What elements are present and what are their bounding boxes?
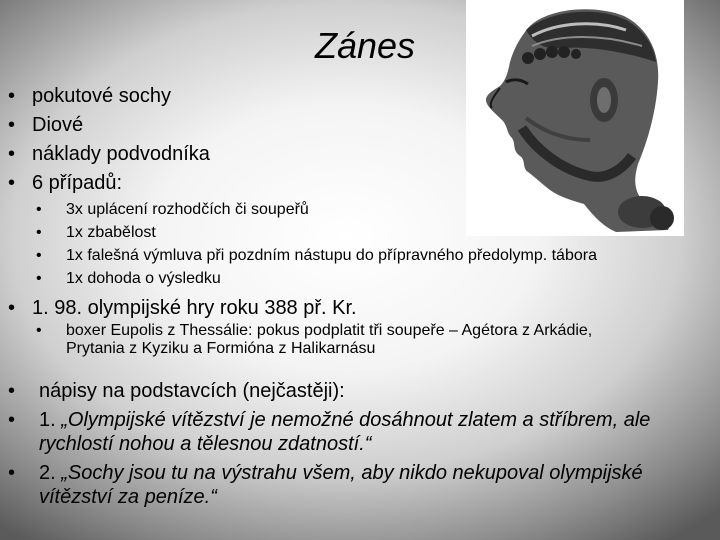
main-bullet-list <box>6 82 210 198</box>
olympics-detail-list <box>36 322 592 358</box>
list-item: • 6 případů: <box>6 169 210 198</box>
list-item: • Diové <box>6 111 210 140</box>
olympics-detail: • boxer Eupolis z Thessálie: pokus podplatit tři soupeře – Agétora z Arkádie, Prytania z Kyziku a Formióna z Halikarnásu <box>36 322 592 358</box>
inscription-2: • 2. „Sochy jsou tu na výstrahu všem, aby nikdo nekupoval olympijské vítězství za peníze.“ <box>6 461 650 509</box>
olympics-list <box>6 294 357 323</box>
cases-sub-list <box>36 198 597 290</box>
inscription-1: • 1. „Olympijské vítězství je nemožné dosáhnout zlatem a stříbrem, ale rychlostí nohou a tělesnou zdatností.“ <box>6 408 650 456</box>
inscriptions-list <box>6 379 650 514</box>
slide-title: Zánes <box>314 25 416 66</box>
list-item: • pokutové sochy <box>6 82 210 111</box>
inscriptions-heading: • nápisy na podstavcích (nejčastěji): <box>6 379 650 403</box>
list-item: • 1x dohoda o výsledku <box>36 267 597 290</box>
list-item: • 3x uplácení rozhodčích či soupeřů <box>36 198 597 221</box>
olympics-heading: • 1. 98. olympijské hry roku 388 př. Kr. <box>6 294 357 323</box>
list-item: • 1x falešná výmluva při pozdním nástupu do přípravného předolymp. tábora <box>36 244 597 267</box>
list-item: • 1x zbabělost <box>36 221 597 244</box>
list-item: • náklady podvodníka <box>6 140 210 169</box>
